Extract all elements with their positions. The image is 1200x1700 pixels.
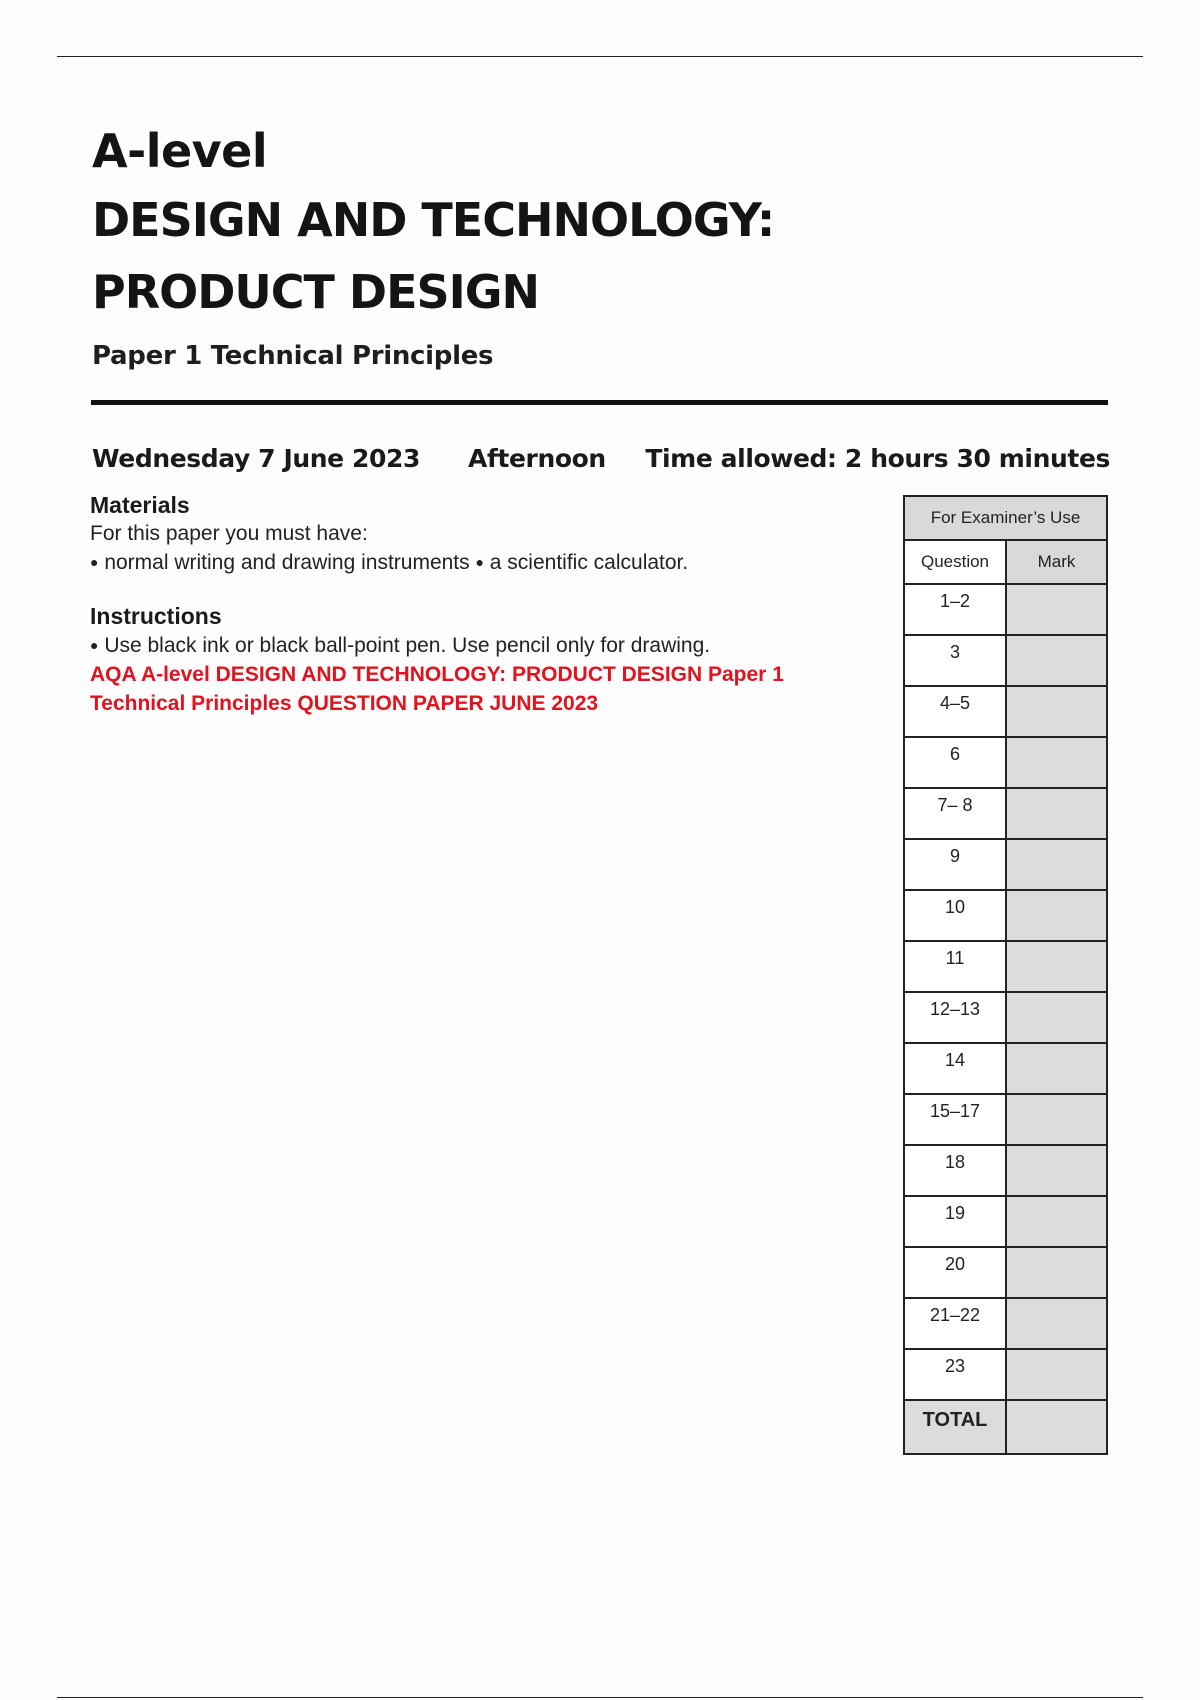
question-number: 15–17 xyxy=(904,1094,1006,1145)
table-row xyxy=(904,1145,1107,1196)
question-column-header: Question xyxy=(904,540,1006,584)
question-number: 23 xyxy=(904,1349,1006,1400)
question-number: 10 xyxy=(904,890,1006,941)
qualification-level: A-level xyxy=(92,124,268,178)
table-row xyxy=(904,839,1107,890)
table-row xyxy=(904,686,1107,737)
total-row xyxy=(904,1400,1107,1454)
question-number: 1–2 xyxy=(904,584,1006,635)
examiner-table-title: For Examiner’s Use xyxy=(904,496,1107,540)
materials-list xyxy=(90,548,870,577)
bullet-icon: ● xyxy=(90,637,99,653)
mark-cell xyxy=(1006,1298,1107,1349)
mark-cell xyxy=(1006,1145,1107,1196)
mark-cell xyxy=(1006,1349,1107,1400)
table-row xyxy=(904,890,1107,941)
time-allowed: Time allowed: 2 hours 30 minutes xyxy=(645,444,1110,473)
exam-date: Wednesday 7 June 2023 xyxy=(92,444,421,473)
examiner-use-table xyxy=(903,495,1108,1455)
mark-cell xyxy=(1006,890,1107,941)
bullet-icon: ● xyxy=(90,554,99,570)
question-number: 21–22 xyxy=(904,1298,1006,1349)
mark-cell xyxy=(1006,1043,1107,1094)
question-number: 6 xyxy=(904,737,1006,788)
instructions-heading: Instructions xyxy=(90,603,222,629)
materials-intro: For this paper you must have: xyxy=(90,522,368,545)
question-number: 4–5 xyxy=(904,686,1006,737)
materials-item: normal writing and drawing instruments xyxy=(104,551,470,574)
mark-cell xyxy=(1006,737,1107,788)
mark-cell xyxy=(1006,788,1107,839)
question-number: 18 xyxy=(904,1145,1006,1196)
mark-cell xyxy=(1006,635,1107,686)
subject-title-line-1: DESIGN AND TECHNOLOGY: xyxy=(92,193,775,247)
paper-title: Paper 1 Technical Principles xyxy=(92,341,494,371)
question-number: 9 xyxy=(904,839,1006,890)
materials-item: a scientific calculator. xyxy=(489,551,689,574)
table-row xyxy=(904,788,1107,839)
document-description: AQA A-level DESIGN AND TECHNOLOGY: PRODUCT DESIGN Paper 1 Technical Principles QUESTION PAPER JUNE 2023 xyxy=(90,663,784,715)
bottom-rule xyxy=(57,1697,1143,1698)
mark-cell xyxy=(1006,1196,1107,1247)
table-row xyxy=(904,584,1107,635)
table-row xyxy=(904,992,1107,1043)
table-row xyxy=(904,1349,1107,1400)
mark-cell xyxy=(1006,584,1107,635)
table-row xyxy=(904,941,1107,992)
mark-cell xyxy=(1006,941,1107,992)
front-page-info xyxy=(90,490,870,718)
subject-title-line-2: PRODUCT DESIGN xyxy=(92,265,540,319)
mark-cell xyxy=(1006,686,1107,737)
question-number: 7– 8 xyxy=(904,788,1006,839)
table-row xyxy=(904,1298,1107,1349)
question-number: 3 xyxy=(904,635,1006,686)
question-number: 20 xyxy=(904,1247,1006,1298)
table-row xyxy=(904,635,1107,686)
exam-info-row xyxy=(92,444,1110,484)
total-mark-cell xyxy=(1006,1400,1107,1454)
title-divider xyxy=(91,400,1108,405)
mark-column-header: Mark xyxy=(1006,540,1107,584)
table-row xyxy=(904,1094,1107,1145)
question-number: 11 xyxy=(904,941,1006,992)
materials-heading: Materials xyxy=(90,492,190,518)
instructions-item xyxy=(90,631,870,660)
exam-session: Afternoon xyxy=(468,444,606,473)
table-row xyxy=(904,1043,1107,1094)
question-number: 14 xyxy=(904,1043,1006,1094)
question-number: 12–13 xyxy=(904,992,1006,1043)
total-label: TOTAL xyxy=(904,1400,1006,1454)
top-rule xyxy=(57,56,1143,57)
mark-cell xyxy=(1006,1247,1107,1298)
bullet-icon: ● xyxy=(475,554,484,570)
table-row xyxy=(904,737,1107,788)
table-row xyxy=(904,1247,1107,1298)
mark-cell xyxy=(1006,1094,1107,1145)
mark-cell xyxy=(1006,992,1107,1043)
table-row xyxy=(904,1196,1107,1247)
question-number: 19 xyxy=(904,1196,1006,1247)
mark-cell xyxy=(1006,839,1107,890)
title-block xyxy=(92,118,1112,374)
instructions-text: Use black ink or black ball-point pen. Use pencil only for drawing. xyxy=(104,634,711,657)
